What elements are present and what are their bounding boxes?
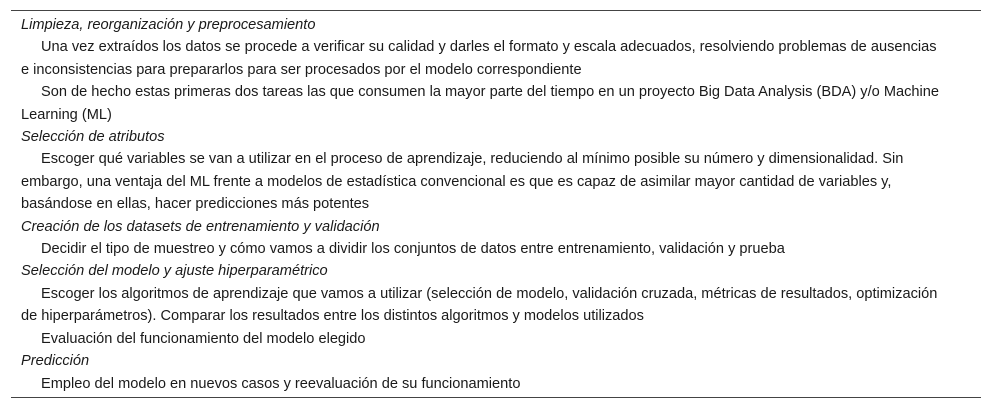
section-paragraph: Son de hecho estas primeras dos tareas las que consumen la mayor parte del tiempo en un proyecto Big Data Analysis (BDA) y/o Machine Learning (ML) [21,84,939,123]
section-paragraph: Una vez extraídos los datos se procede a verificar su calidad y darles el formato y escala adecuados, resolviendo problemas de ausencias e inconsistencias para prepararlos para ser procesados por el modelo correspondiente [21,39,937,78]
section-paragraph: Evaluación del funcionamiento del modelo elegido [41,330,366,347]
section-paragraph: Escoger los algoritmos de aprendizaje que vamos a utilizar (selección de modelo, validación cruzada, métricas de resultados, optimización de hiperparámetros). Comparar los resultados entre los distintos algoritmos y modelos utilizados [21,285,938,325]
section-heading-prediction: Predicción [21,353,90,370]
section-paragraph: Decidir el tipo de muestreo y cómo vamos a dividir los conjuntos de datos entre entrenamiento, validación y prueba [41,241,785,258]
table-content [11,11,981,395]
section-heading-attribute-selection: Selección de atributos [21,129,165,146]
section-paragraph: Empleo del modelo en nuevos casos y reevaluación de su funcionamiento [41,375,521,392]
section-heading-datasets: Creación de los datasets de entrenamiento y validación [21,218,380,235]
process-table [11,10,981,398]
section-heading-cleaning: Limpieza, reorganización y preprocesamiento [21,17,316,33]
section-paragraph: Escoger qué variables se van a utilizar en el proceso de aprendizaje, reduciendo al mínimo posible su número y dimensionalidad. Sin embargo, una ventaja del ML frente a modelos de estadística convencional es que es capaz de asimilar mayor cantidad de variables y, basándose en ellas, hacer predicciones más potentes [21,151,904,213]
section-heading-model-selection: Selección del modelo y ajuste hiperparamétrico [21,263,328,280]
